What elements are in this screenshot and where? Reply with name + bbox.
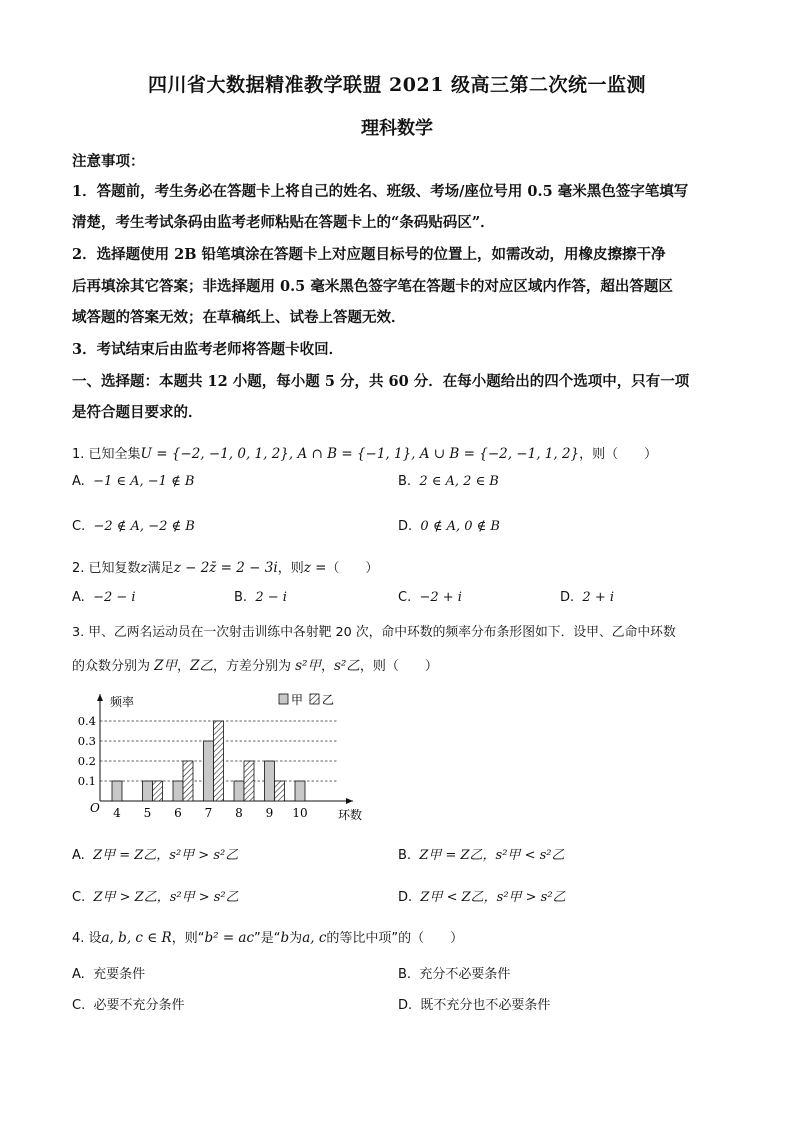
q3-sep-2: ，	[320, 659, 334, 674]
y-tick-label-0.4: 0.4	[77, 714, 96, 728]
notes-heading: 注意事项：	[72, 153, 145, 170]
q2-var: z	[140, 560, 148, 576]
q4-mid-2: ”是“	[254, 931, 281, 946]
q2-b-label: B.	[234, 590, 248, 605]
y-tick-label-0.3: 0.3	[77, 734, 96, 748]
q2-option-a[interactable]	[72, 590, 136, 605]
q1-option-a[interactable]	[72, 474, 194, 489]
q3-text-a: 的众数分别为	[72, 659, 151, 674]
bar-jia-5	[143, 781, 153, 801]
section-heading-line-2: 是符合题目要求的．	[72, 404, 203, 421]
q3-c-label: C.	[72, 890, 86, 905]
q2-option-c[interactable]	[398, 590, 462, 605]
q3-b-text: Z甲 = Z乙，s²甲 < s²乙	[419, 848, 565, 863]
q4-d-label: D.	[398, 998, 413, 1013]
x-tick-label-10: 10	[292, 806, 308, 820]
q1-option-d[interactable]	[398, 519, 500, 534]
q1-d-text: 0 ∉ A, 0 ∉ B	[420, 519, 500, 534]
q2-option-d[interactable]	[560, 590, 614, 605]
q3-sep-1: ，	[177, 659, 191, 674]
x-tick-label-5: 5	[143, 806, 152, 820]
q4-c-label: C.	[72, 998, 86, 1013]
q4-set: a, b, c ∈ R	[101, 930, 172, 946]
legend-label-yi: 乙	[322, 693, 335, 707]
bar-jia-9	[265, 761, 275, 801]
note-2-line-1: 2．选择题使用 2B 铅笔填涂在答题卡上对应题目标号的位置上，如需改动，用橡皮擦擦干净	[72, 246, 666, 263]
question-3-line-2	[72, 654, 438, 674]
note-1-line-1: 1．答题前，考生务必在答题卡上将自己的姓名、班级、考场/座位号用 0.5 毫米黑色签字笔填写	[72, 183, 689, 200]
section-heading-line-1: 一、选择题：本题共 12 小题，每小题 5 分，共 60 分．在每小题给出的四个选项中，只有一项	[72, 373, 690, 390]
q4-b: b	[280, 930, 290, 946]
note-2-line-2: 后再填涂其它答案；非选择题用 0.5 毫米黑色签字笔在答题卡的对应区域内作答，超出答题区	[72, 278, 673, 295]
bar-jia-8	[234, 781, 244, 801]
q1-a-label: A.	[72, 474, 85, 489]
question-2-stem	[72, 557, 378, 576]
q1-option-c[interactable]	[72, 519, 195, 534]
legend-label-jia: 甲	[291, 693, 304, 707]
q1-option-b[interactable]	[398, 474, 499, 489]
q4-suffix: 的等比中项”的（ ）	[326, 931, 464, 946]
q2-ask: z =	[303, 560, 327, 576]
q1-a-text: −1 ∈ A, −1 ∉ B	[93, 474, 195, 489]
q3-var-yi: s²乙	[333, 658, 360, 674]
q4-a-label: A.	[72, 967, 85, 982]
q3-b-label: B.	[398, 848, 412, 863]
bar-yi-9	[275, 781, 285, 801]
q4-option-b[interactable]	[398, 963, 510, 982]
q4-mid-1: ，则“	[171, 931, 205, 946]
q4-option-d[interactable]	[398, 994, 550, 1013]
x-tick-label-9: 9	[265, 806, 274, 820]
bar-jia-7	[204, 741, 214, 801]
legend-swatch-yi	[310, 694, 319, 704]
legend-swatch-jia	[279, 694, 288, 704]
q1-b-text: 2 ∈ A, 2 ∈ B	[419, 474, 499, 489]
q2-d-label: D.	[560, 590, 575, 605]
x-tick-label-4: 4	[113, 806, 121, 820]
origin-label: O	[90, 801, 100, 815]
note-2-line-3: 域答题的答案无效；在草稿纸上、试卷上答题无效．	[72, 309, 406, 326]
q2-suffix: ，则	[277, 561, 304, 576]
q4-c-text: 必要不充分条件	[93, 998, 185, 1013]
q1-suffix: ，则（ ）	[579, 447, 658, 462]
q2-b-text: 2 − i	[255, 590, 287, 605]
x-axis-arrow	[346, 798, 353, 804]
q3-text-b: ，方差分别为	[212, 659, 291, 674]
question-4-stem	[72, 927, 463, 946]
frequency-bar-chart	[70, 686, 380, 826]
q1-d-label: D.	[398, 519, 413, 534]
x-tick-label-8: 8	[235, 806, 243, 820]
x-tick-label-6: 6	[174, 806, 182, 820]
q3-c-text: Z甲 > Z乙，s²甲 > s²乙	[93, 890, 239, 905]
note-1-line-2: 清楚，考生考试条码由监考老师粘贴在答题卡上的“条码贴码区”．	[72, 214, 495, 231]
q2-c-text: −2 + i	[419, 590, 462, 605]
q3-a-label: A.	[72, 848, 85, 863]
q2-option-b[interactable]	[234, 590, 287, 605]
bar-yi-6	[183, 761, 193, 801]
question-3-line-1: 3. 甲、乙两名运动员在一次射击训练中各射靶 20 次，命中环数的频率分布条形图如下．设甲、乙命中环数	[72, 625, 676, 640]
q3-mode-jia: Z甲	[154, 658, 178, 674]
q1-c-text: −2 ∉ A, −2 ∉ B	[93, 519, 195, 534]
q3-mode-yi: Z乙	[190, 658, 213, 674]
q4-mid-3: 为	[289, 931, 303, 946]
x-axis-label: 环数	[338, 808, 363, 822]
q4-ac: a, c	[302, 930, 327, 946]
q2-d-text: 2 + i	[582, 590, 615, 605]
bar-yi-7	[214, 721, 224, 801]
q4-equation: b² = ac	[204, 930, 255, 946]
q2-mid: 满足	[147, 561, 174, 576]
q2-end: （ ）	[326, 561, 379, 576]
bar-yi-5	[153, 781, 163, 801]
q1-sets: U = {−2, −1, 0, 1, 2}, A ∩ B = {−1, 1}, A ∪ B = {−2, −1, 1, 2}	[140, 446, 580, 462]
bar-jia-10	[295, 781, 305, 801]
q2-a-label: A.	[72, 590, 85, 605]
q2-a-text: −2 − i	[93, 590, 136, 605]
q2-equation: z − 2z̄ = 2 − 3i	[173, 560, 278, 576]
y-axis-label: 频率	[110, 695, 135, 709]
question-1-stem	[72, 443, 657, 462]
bar-jia-4	[112, 781, 122, 801]
q3-var-jia: s²甲	[295, 658, 321, 674]
exam-subtitle: 理科数学	[361, 118, 433, 139]
q3-text-c: ，则（ ）	[359, 659, 438, 674]
q4-b-label: B.	[398, 967, 412, 982]
q2-prefix: 2. 已知复数	[72, 561, 141, 576]
q3-d-text: Z甲 < Z乙，s²甲 > s²乙	[420, 890, 566, 905]
bar-jia-6	[173, 781, 183, 801]
q4-prefix: 4. 设	[72, 931, 102, 946]
q1-c-label: C.	[72, 519, 86, 534]
q1-b-label: B.	[398, 474, 412, 489]
q3-a-text: Z甲 = Z乙，s²甲 > s²乙	[93, 848, 239, 863]
y-tick-label-0.1: 0.1	[77, 774, 96, 788]
q3-option-c[interactable]	[72, 886, 239, 905]
q3-option-a[interactable]	[72, 844, 238, 863]
q4-d-text: 既不充分也不必要条件	[420, 998, 551, 1013]
q4-option-a[interactable]	[72, 963, 145, 982]
q4-b-text: 充分不必要条件	[419, 967, 511, 982]
q4-option-c[interactable]	[72, 994, 185, 1013]
q3-option-b[interactable]	[398, 844, 564, 863]
q2-c-label: C.	[398, 590, 412, 605]
q3-option-d[interactable]	[398, 886, 566, 905]
exam-title: 四川省大数据精准教学联盟 2021 级高三第二次统一监测	[147, 74, 647, 96]
x-tick-label-7: 7	[204, 806, 213, 820]
q3-d-label: D.	[398, 890, 413, 905]
q4-a-text: 充要条件	[93, 967, 146, 982]
y-axis-arrow	[97, 694, 103, 701]
note-3: 3．考试结束后由监考老师将答题卡收回．	[72, 341, 344, 358]
y-tick-label-0.2: 0.2	[77, 754, 96, 768]
q1-prefix: 1. 已知全集	[72, 447, 141, 462]
bar-yi-8	[244, 761, 254, 801]
